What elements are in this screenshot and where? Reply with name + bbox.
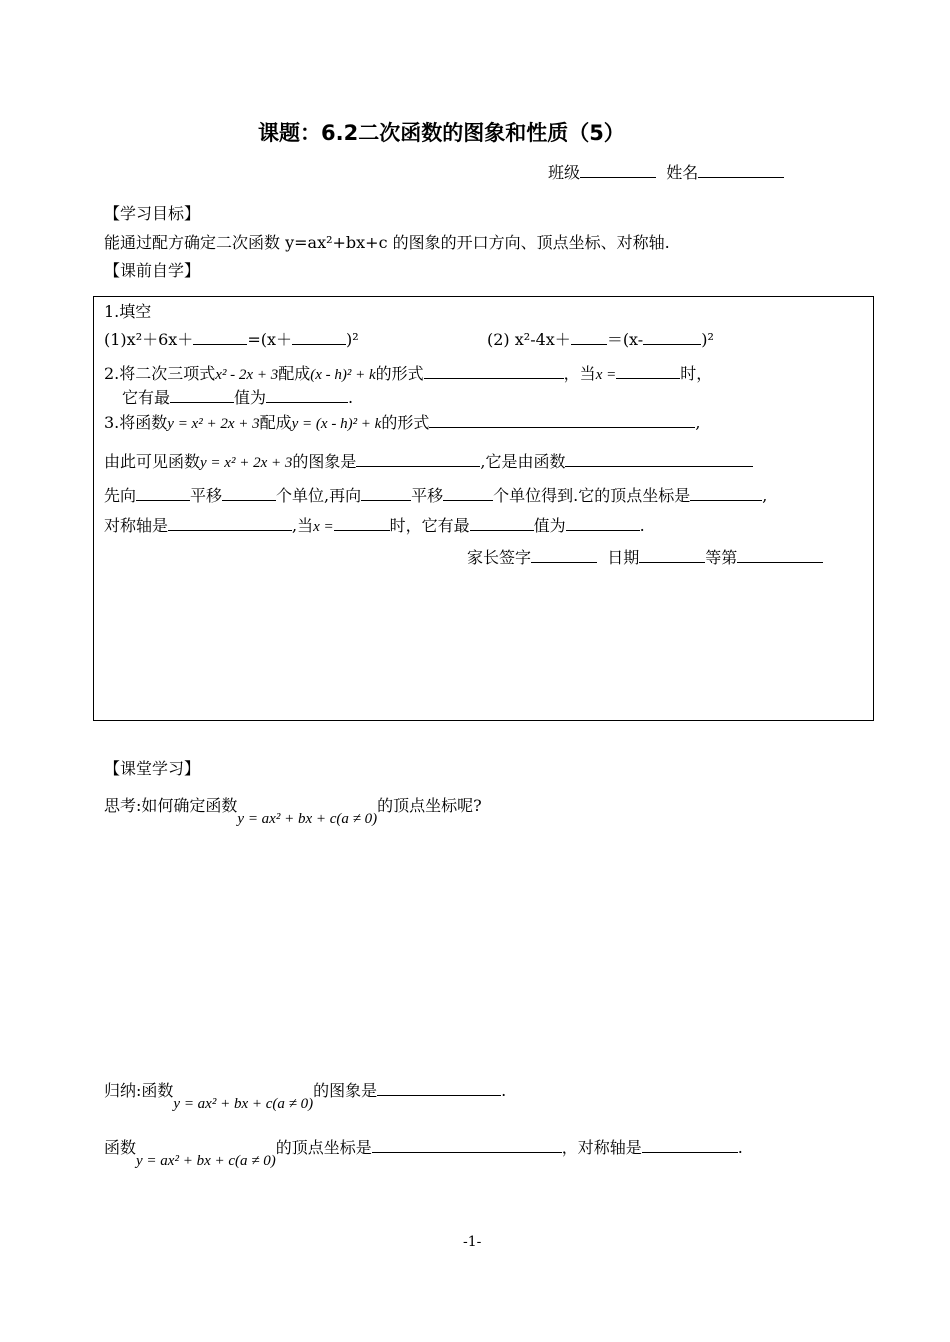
summary2-line xyxy=(104,1135,743,1169)
class-name-line xyxy=(548,160,784,183)
page-title: 课题：6.2二次函数的图象和性质（5） xyxy=(258,121,625,145)
q5-units2-blank[interactable] xyxy=(443,486,493,501)
summary-text-b: 的图象是 xyxy=(313,1081,378,1100)
q1-blank-2[interactable] xyxy=(292,330,346,345)
summary2-vertex-blank[interactable] xyxy=(372,1138,562,1153)
q4-text-c: ,它是由函数 xyxy=(480,452,566,471)
summary-text-a: 归纳:函数 xyxy=(104,1081,174,1100)
summary2-text-b: 的顶点坐标是 xyxy=(275,1138,372,1157)
q2-text-c: 的形式 xyxy=(375,364,424,383)
class-label: 班级 xyxy=(548,163,581,182)
q6-x-label: x = xyxy=(313,519,334,535)
class-blank[interactable] xyxy=(580,163,656,178)
q1-part1-text-c: )² xyxy=(346,330,359,349)
summary2-text-a: 函数 xyxy=(104,1138,137,1157)
name-blank[interactable] xyxy=(698,163,784,178)
summary-line xyxy=(104,1078,507,1112)
q1-blank-4[interactable] xyxy=(643,330,701,345)
section-goals-heading: 【学习目标】 xyxy=(104,204,201,223)
q2-form-blank[interactable] xyxy=(424,364,564,379)
q2-vertex-form: (x - h)² + k xyxy=(310,367,376,383)
q5-line xyxy=(104,483,767,506)
q2-line1 xyxy=(104,361,712,384)
q1-part2 xyxy=(487,327,714,350)
parent-sign-label: 家长签字 xyxy=(467,548,532,567)
q1-part2-text-b: ＝(x- xyxy=(606,330,644,349)
summary2-expression: y = ax² + bx + c(a ≠ 0) xyxy=(136,1153,276,1169)
q6-axis-blank[interactable] xyxy=(168,516,292,531)
q6-x-blank[interactable] xyxy=(334,516,390,531)
q6-line xyxy=(104,513,645,536)
q6-value-blank[interactable] xyxy=(566,516,640,531)
parent-sign-blank[interactable] xyxy=(531,548,597,563)
q4-graph-blank[interactable] xyxy=(356,452,480,467)
section-preview-heading: 【课前自学】 xyxy=(104,261,201,280)
q3-text-c: 的形式 xyxy=(381,413,430,432)
summary2-text-c: ，对称轴是 xyxy=(561,1138,642,1157)
q4-text-b: 的图象是 xyxy=(292,452,357,471)
q6-text-e: . xyxy=(639,516,645,535)
page-number: -1- xyxy=(463,1234,482,1250)
think-line xyxy=(104,793,482,827)
q6-text-c: 时，它有最 xyxy=(389,516,470,535)
think-expression: y = ax² + bx + c(a ≠ 0) xyxy=(237,811,378,827)
date-label: 日期 xyxy=(607,548,640,567)
q3-line xyxy=(104,410,700,433)
summary2-axis-blank[interactable] xyxy=(642,1138,738,1153)
q2-line2-text-a: 它有最 xyxy=(122,388,171,407)
q1-part1-text-b: =(x＋ xyxy=(247,330,292,349)
q2-value-blank[interactable] xyxy=(266,388,348,403)
date-blank[interactable] xyxy=(639,548,705,563)
q2-text-e: 时， xyxy=(680,364,713,383)
q5-units1-blank[interactable] xyxy=(222,486,276,501)
summary-graph-blank[interactable] xyxy=(377,1081,501,1096)
q1-part2-text-a: (2) x²-4x＋ xyxy=(487,330,571,349)
q2-text-b: 配成 xyxy=(278,364,311,383)
q2-text-a: 2.将二次三项式 xyxy=(104,364,216,383)
preview-box xyxy=(93,296,874,721)
name-label: 姓名 xyxy=(666,163,699,182)
q5-text-b: 平移 xyxy=(190,486,223,505)
q6-text-b: ,当 xyxy=(292,516,314,535)
q4-text-a: 由此可见函数 xyxy=(104,452,201,471)
q3-vertex-form: y = (x - h)² + k xyxy=(291,416,382,432)
q6-text-d: 值为 xyxy=(533,516,566,535)
q1-title: 1.填空 xyxy=(104,302,152,321)
q1-part1 xyxy=(104,327,359,350)
q1-blank-1[interactable] xyxy=(193,330,247,345)
q2-text-d: ，当 xyxy=(563,364,596,383)
think-text-a: 思考:如何确定函数 xyxy=(104,796,238,815)
q2-line2 xyxy=(122,385,353,408)
q5-dir1-blank[interactable] xyxy=(136,486,190,501)
rank-label: 等第 xyxy=(705,548,738,567)
q1-part2-text-c: )² xyxy=(701,330,714,349)
q5-text-c: 个单位,再向 xyxy=(276,486,362,505)
q1-blank-3[interactable] xyxy=(571,330,607,345)
q4-function-blank[interactable] xyxy=(565,452,753,467)
q3-form-blank[interactable] xyxy=(429,413,695,428)
q1-part1-text-a: (1)x²＋6x＋ xyxy=(104,330,194,349)
q3-text-a: 3.将函数 xyxy=(104,413,168,432)
rank-blank[interactable] xyxy=(737,548,823,563)
q4-expression: y = x² + 2x + 3 xyxy=(200,455,293,471)
q2-expression: x² - 2x + 3 xyxy=(215,367,279,383)
signature-line xyxy=(467,545,823,568)
q5-text-e: 个单位得到.它的顶点坐标是 xyxy=(493,486,691,505)
summary-text-c: . xyxy=(501,1081,507,1100)
q5-text-d: 平移 xyxy=(411,486,444,505)
q5-dir2-blank[interactable] xyxy=(361,486,411,501)
q2-extreme-blank[interactable] xyxy=(170,388,234,403)
q3-text-b: 配成 xyxy=(259,413,292,432)
summary2-text-d: . xyxy=(737,1138,743,1157)
q6-extreme-blank[interactable] xyxy=(470,516,534,531)
q3-text-d: , xyxy=(695,413,701,432)
q2-x-label: x = xyxy=(595,367,617,383)
q2-line2-text-b: 值为 xyxy=(234,388,267,407)
q3-expression: y = x² + 2x + 3 xyxy=(167,416,260,432)
think-text-b: 的顶点坐标呢? xyxy=(377,796,482,815)
q2-line2-text-c: . xyxy=(348,388,354,407)
q2-x-blank[interactable] xyxy=(616,364,680,379)
section-class-heading: 【课堂学习】 xyxy=(104,759,201,778)
q5-vertex-blank[interactable] xyxy=(690,486,762,501)
q5-text-a: 先向 xyxy=(104,486,137,505)
q6-text-a: 对称轴是 xyxy=(104,516,169,535)
q5-text-f: , xyxy=(762,486,768,505)
q4-line xyxy=(104,449,753,472)
summary-expression: y = ax² + bx + c(a ≠ 0) xyxy=(173,1096,314,1112)
goal-text: 能通过配方确定二次函数 y=ax²+bx+c 的图象的开口方向、顶点坐标、对称轴. xyxy=(104,233,670,252)
